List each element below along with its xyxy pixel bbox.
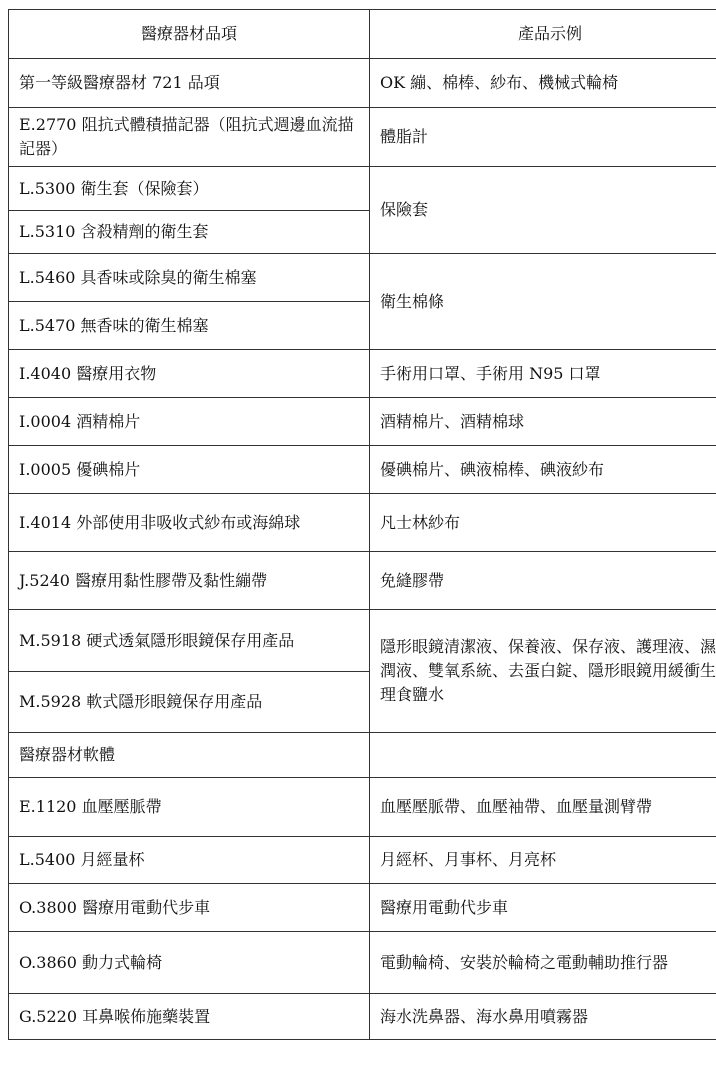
- table-row: [9, 254, 716, 302]
- product-table: [8, 9, 716, 1040]
- item-cell: O.3800 醫療用電動代步車: [9, 884, 370, 932]
- example-cell: 海水洗鼻器、海水鼻用噴霧器: [370, 994, 716, 1040]
- table-row: [9, 108, 716, 167]
- table-row: [9, 59, 716, 108]
- example-cell: 衛生棉條: [370, 254, 716, 350]
- table-row: [9, 398, 716, 446]
- table-row: [9, 350, 716, 398]
- example-cell: 手術用口罩、手術用 N95 口罩: [370, 350, 716, 398]
- item-cell: L.5470 無香味的衛生棉塞: [9, 302, 370, 350]
- table-row: [9, 446, 716, 494]
- table-row: [9, 552, 716, 610]
- item-cell: O.3860 動力式輪椅: [9, 932, 370, 994]
- table-row: [9, 884, 716, 932]
- example-cell: 月經杯、月事杯、月亮杯: [370, 837, 716, 884]
- table-row: [9, 932, 716, 994]
- item-cell: I.4040 醫療用衣物: [9, 350, 370, 398]
- item-cell: 醫療器材軟體: [9, 733, 370, 778]
- example-cell: 電動輪椅、安裝於輪椅之電動輔助推行器: [370, 932, 716, 994]
- item-cell: I.0004 酒精棉片: [9, 398, 370, 446]
- example-cell: 優碘棉片、碘液棉棒、碘液紗布: [370, 446, 716, 494]
- header-item: 醫療器材品項: [9, 10, 370, 59]
- example-cell: 體脂計: [370, 108, 716, 167]
- example-cell: [370, 733, 716, 778]
- example-cell: 凡士林紗布: [370, 494, 716, 552]
- header-example: 產品示例: [370, 10, 716, 59]
- item-cell: 第一等級醫療器材 721 品項: [9, 59, 370, 108]
- item-cell: E.1120 血壓壓脈帶: [9, 778, 370, 837]
- example-cell: OK 繃、棉棒、紗布、機械式輪椅: [370, 59, 716, 108]
- table-row: [9, 994, 716, 1040]
- item-cell: L.5300 衛生套（保險套）: [9, 167, 370, 211]
- item-cell: L.5310 含殺精劑的衛生套: [9, 211, 370, 254]
- example-cell: 免縫膠帶: [370, 552, 716, 610]
- item-cell: M.5918 硬式透氣隱形眼鏡保存用產品: [9, 610, 370, 672]
- example-cell: 隱形眼鏡清潔液、保養液、保存液、護理液、濕潤液、雙氧系統、去蛋白錠、隱形眼鏡用緩衝生理食鹽水: [370, 610, 716, 733]
- item-cell: J.5240 醫療用黏性膠帶及黏性繃帶: [9, 552, 370, 610]
- table-row: [9, 494, 716, 552]
- table-row: [9, 733, 716, 778]
- item-cell: L.5460 具香味或除臭的衛生棉塞: [9, 254, 370, 302]
- example-cell: 保險套: [370, 167, 716, 254]
- item-cell: L.5400 月經量杯: [9, 837, 370, 884]
- example-cell: 醫療用電動代步車: [370, 884, 716, 932]
- example-cell: 酒精棉片、酒精棉球: [370, 398, 716, 446]
- item-cell: I.0005 優碘棉片: [9, 446, 370, 494]
- table-row: [9, 778, 716, 837]
- item-cell: I.4014 外部使用非吸收式紗布或海綿球: [9, 494, 370, 552]
- item-cell: E.2770 阻抗式體積描記器（阻抗式週邊血流描記器）: [9, 108, 370, 167]
- table-row: [9, 837, 716, 884]
- table-row: [9, 167, 716, 211]
- table-row: [9, 610, 716, 672]
- item-cell: M.5928 軟式隱形眼鏡保存用產品: [9, 672, 370, 733]
- item-cell: G.5220 耳鼻喉佈施藥裝置: [9, 994, 370, 1040]
- table-header-row: [9, 10, 716, 59]
- example-cell: 血壓壓脈帶、血壓袖帶、血壓量測臂帶: [370, 778, 716, 837]
